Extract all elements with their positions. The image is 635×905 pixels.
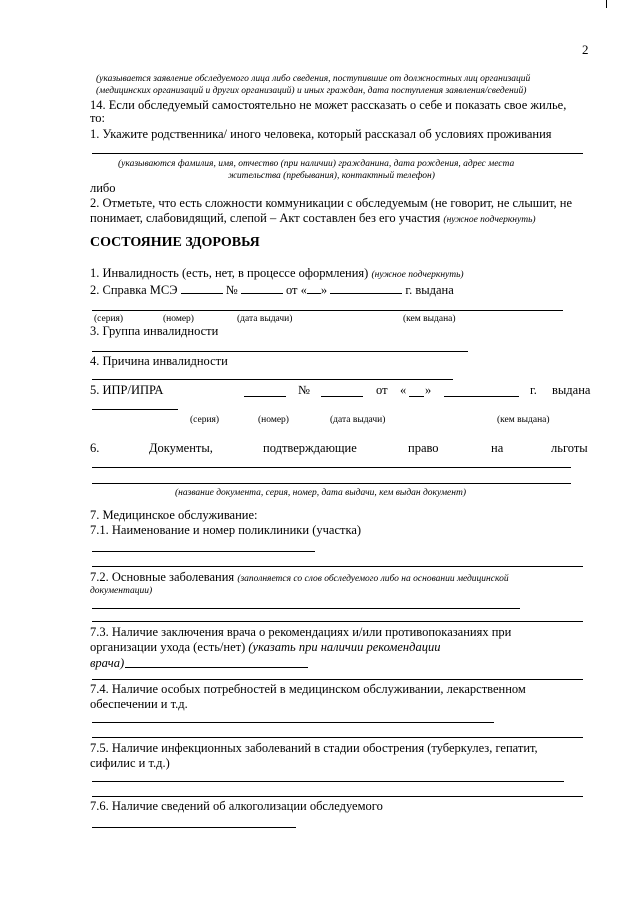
relative-input-line[interactable] bbox=[92, 153, 583, 154]
ipra-issuer-line[interactable] bbox=[92, 409, 178, 410]
item-7-3-note-line2: врача) bbox=[90, 656, 125, 670]
item-7-3-line1: 7.3. Наличие заключения врача о рекомендациях и/или противопоказаниях при bbox=[90, 625, 512, 639]
ipra-caption-number: (номер) bbox=[258, 415, 289, 425]
ipra-day-field[interactable] bbox=[409, 396, 424, 397]
item-7-medical: 7. Медицинское обслуживание: bbox=[90, 508, 258, 522]
ipra-date-field[interactable] bbox=[444, 396, 519, 397]
mse-caption-date: (дата выдачи) bbox=[237, 314, 293, 324]
page-edge-mark bbox=[606, 0, 607, 8]
item-7-1-clinic: 7.1. Наименование и номер поликлиники (участка) bbox=[90, 523, 362, 537]
ipra-number-field[interactable] bbox=[321, 396, 363, 397]
item-6-word-6: льготы bbox=[551, 441, 588, 455]
statement-note-line2: (медицинских организаций и других организаций) и иных граждан, дата поступления заявления/сведений) bbox=[96, 86, 527, 96]
item-1-disability bbox=[90, 266, 464, 282]
separator-7-4 bbox=[92, 679, 583, 680]
item-6-word-3: подтверждающие bbox=[263, 441, 357, 455]
item-7-2-note: (заполняется со слов обследуемого либо на основании медицинской bbox=[237, 574, 509, 584]
relative-note-line1: (указываются фамилия, имя, отчество (при наличии) гражданина, дата рождения, адрес места bbox=[118, 159, 515, 169]
documents-note: (название документа, серия, номер, дата выдачи, кем выдан документ) bbox=[175, 488, 466, 498]
item-14-line2: то: bbox=[90, 111, 106, 125]
diseases-input-line[interactable] bbox=[92, 608, 520, 609]
mse-issuer-line[interactable] bbox=[92, 310, 563, 311]
ipra-series-field[interactable] bbox=[244, 396, 286, 397]
item-7-5-line1: 7.5. Наличие инфекционных заболеваний в стадии обострения (туберкулез, гепатит, bbox=[90, 741, 538, 755]
separator-7-6 bbox=[92, 796, 583, 797]
ipra-caption-issuer: (кем выдана) bbox=[497, 415, 550, 425]
alcohol-input-line[interactable] bbox=[92, 827, 296, 828]
statement-note-line1: (указывается заявление обследуемого лица либо сведения, поступившие от должностных лиц организаций bbox=[96, 74, 531, 84]
documents-input-line-1[interactable] bbox=[92, 467, 571, 468]
item-6-word-5: на bbox=[491, 441, 504, 455]
item-2-label: 2. Справка МСЭ bbox=[90, 283, 178, 297]
infectious-input-line[interactable] bbox=[92, 781, 564, 782]
mse-number-field[interactable] bbox=[241, 282, 283, 294]
cause-input-line[interactable] bbox=[92, 379, 453, 380]
mse-day-field[interactable] bbox=[307, 282, 321, 294]
ipra-caption-series: (серия) bbox=[190, 415, 220, 425]
separator-7-5 bbox=[92, 737, 583, 738]
documents-input-line-2[interactable] bbox=[92, 483, 571, 484]
item-14-line1: 14. Если обследуемый самостоятельно не может рассказать о себе и показать свое жилье, bbox=[90, 98, 567, 112]
item-6-word-2: Документы, bbox=[149, 441, 213, 455]
special-needs-input-line[interactable] bbox=[92, 722, 494, 723]
item-5-label: 5. ИПР/ИПРА bbox=[90, 383, 164, 397]
item-7-2-diseases bbox=[90, 570, 509, 586]
item-3-group: 3. Группа инвалидности bbox=[90, 324, 219, 338]
item-6-word-4: право bbox=[408, 441, 439, 455]
item-1-note: (нужное подчеркнуть) bbox=[371, 270, 464, 280]
or-label: либо bbox=[90, 181, 116, 195]
item-5-issued: выдана bbox=[552, 383, 591, 397]
group-input-line[interactable] bbox=[92, 351, 468, 352]
mse-caption-series: (серия) bbox=[94, 314, 124, 324]
item-4-cause: 4. Причина инвалидности bbox=[90, 354, 228, 368]
item-14-2-line1: 2. Отметьте, что есть сложности коммуникации с обследуемым (не говорит, не слышит, не bbox=[90, 196, 573, 210]
item-2-mse bbox=[90, 282, 454, 297]
item-2-issued: г. выдана bbox=[405, 283, 454, 297]
item-14-2-text: понимает, слабовидящий, слепой – Акт составлен без его участия bbox=[90, 211, 441, 225]
item-2-num: № bbox=[225, 283, 238, 297]
item-5-quote-close: » bbox=[425, 383, 432, 397]
item-7-5-line2: сифилис и т.д.) bbox=[90, 756, 170, 770]
item-5-quote-open: « bbox=[400, 383, 407, 397]
relative-note-line2: жительства (пребывания), контактный телефон) bbox=[228, 171, 435, 181]
item-7-2-note-line2: документации) bbox=[90, 586, 153, 596]
mse-caption-issuer: (кем выдана) bbox=[403, 314, 456, 324]
mse-series-field[interactable] bbox=[181, 282, 223, 294]
item-14-2-line2 bbox=[90, 211, 536, 227]
page-number: 2 bbox=[582, 42, 589, 57]
ipra-caption-date: (дата выдачи) bbox=[330, 415, 386, 425]
health-section-title: СОСТОЯНИЕ ЗДОРОВЬЯ bbox=[90, 235, 260, 250]
separator-7-2 bbox=[92, 566, 583, 567]
doctor-recommendation-line[interactable] bbox=[125, 667, 308, 668]
item-7-6-alcohol: 7.6. Наличие сведений об алкоголизации обследуемого bbox=[90, 799, 383, 813]
item-5-g: г. bbox=[530, 383, 537, 397]
item-6-word-1: 6. bbox=[90, 441, 100, 455]
item-1-text: 1. Инвалидность (есть, нет, в процессе оформления) bbox=[90, 266, 369, 280]
item-14-1: 1. Укажите родственника/ иного человека, который рассказал об условиях проживания bbox=[90, 127, 552, 141]
item-2-close: » bbox=[320, 283, 328, 297]
item-5-from: от bbox=[376, 383, 388, 397]
item-5-num: № bbox=[298, 383, 310, 397]
item-7-3-text: организации ухода (есть/нет) bbox=[90, 640, 246, 654]
separator-7-3 bbox=[92, 621, 583, 622]
item-7-4-line1: 7.4. Наличие особых потребностей в медицинском обслуживании, лекарственном bbox=[90, 682, 526, 696]
clinic-input-line[interactable] bbox=[92, 551, 315, 552]
mse-date-field[interactable] bbox=[330, 282, 402, 294]
item-7-4-line2: обеспечении и т.д. bbox=[90, 697, 188, 711]
item-7-2-text: 7.2. Основные заболевания bbox=[90, 570, 235, 584]
item-2-from: от « bbox=[285, 283, 307, 297]
item-7-3-note: (указать при наличии рекомендации bbox=[248, 640, 441, 654]
mse-caption-number: (номер) bbox=[163, 314, 194, 324]
item-7-3-line2 bbox=[90, 640, 440, 654]
item-14-2-note: (нужное подчеркнуть) bbox=[443, 215, 536, 225]
